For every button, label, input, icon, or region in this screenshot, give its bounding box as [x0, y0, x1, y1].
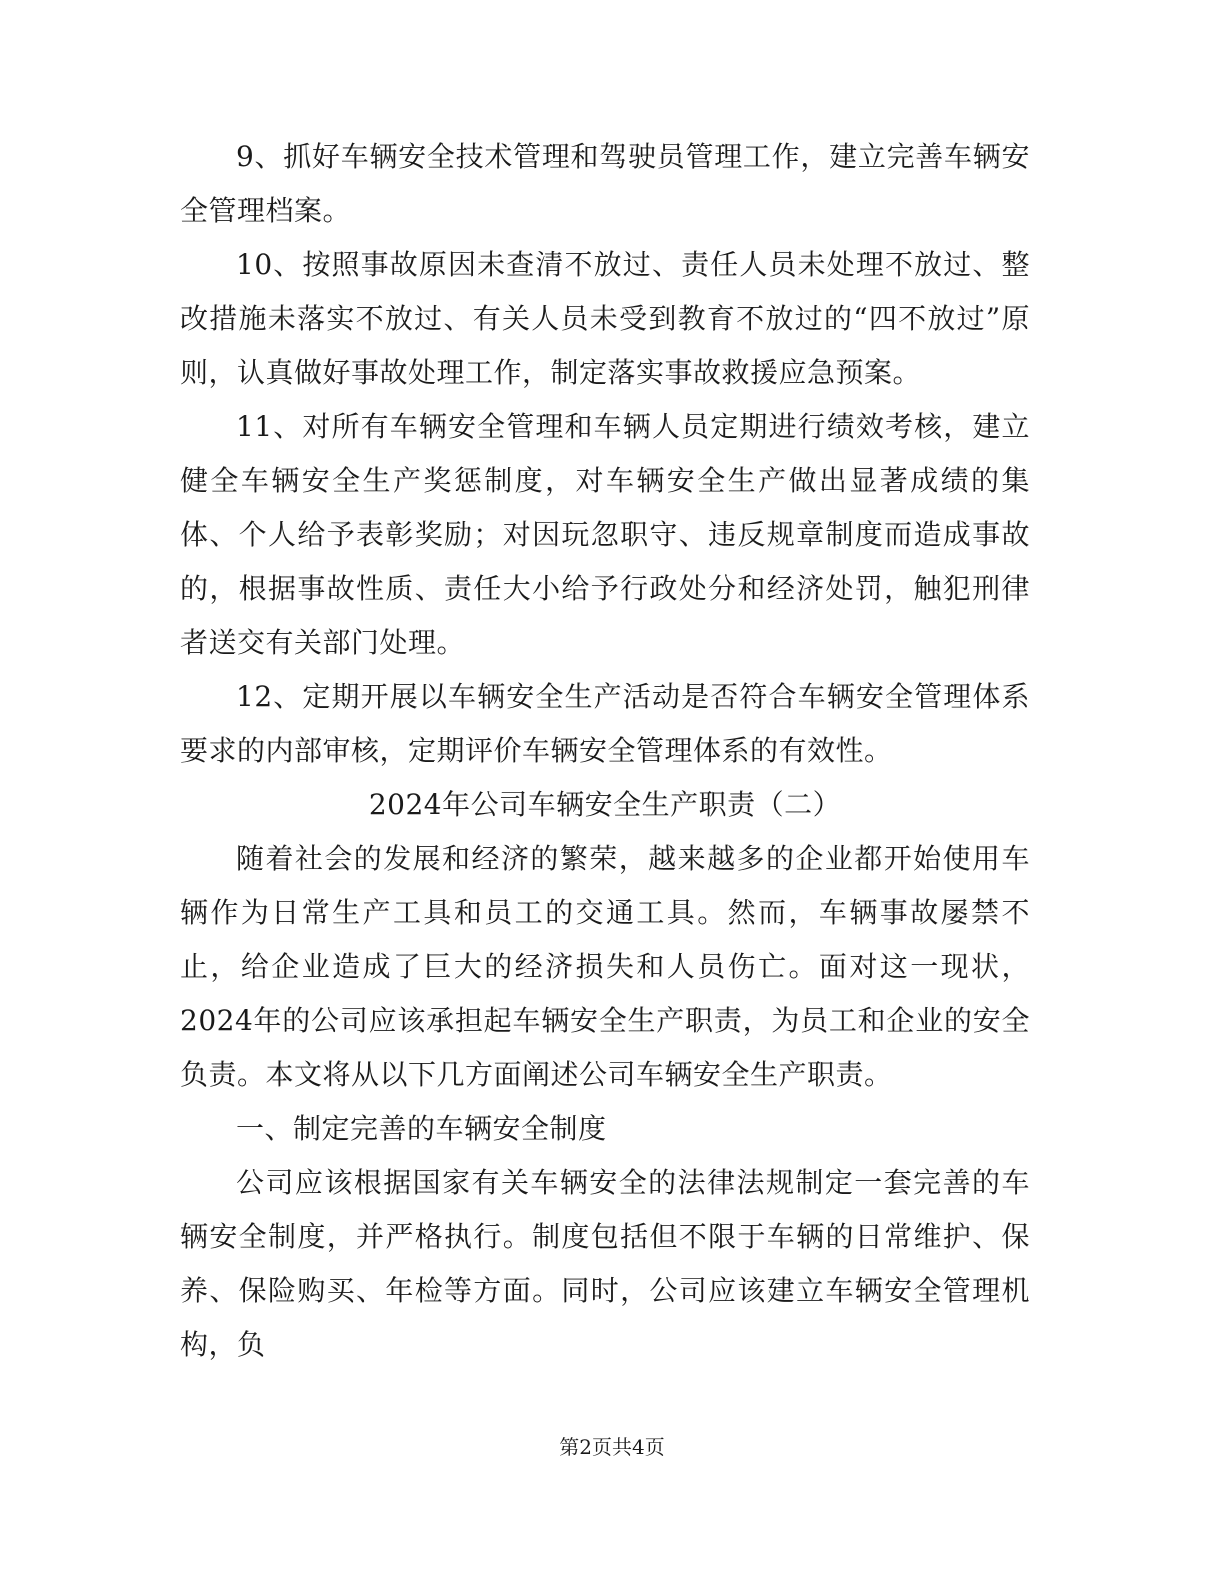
section-title: 2024年公司车辆安全生产职责（二）: [368, 788, 842, 821]
paragraph-item-9: 9、抓好车辆安全技术管理和驾驶员管理工作，建立完善车辆安全管理档案。: [180, 140, 1030, 227]
subheading-one: 一、制定完善的车辆安全制度: [236, 1112, 607, 1145]
document-body: [180, 130, 1030, 1372]
paragraph-item-11: 11、对所有车辆安全管理和车辆人员定期进行绩效考核，建立健全车辆安全生产奖惩制度，对车辆安全生产做出显著成绩的集体、个人给予表彰奖励；对因玩忽职守、违反规章制度而造成事故的，根据事故性质、责任大小给予行政处分和经济处罚，触犯刑律者送交有关部门处理。: [180, 410, 1030, 659]
paragraph-item-10: 10、按照事故原因未查清不放过、责任人员未处理不放过、整改措施未落实不放过、有关人员未受到教育不放过的“四不放过”原则，认真做好事故处理工作，制定落实事故救援应急预案。: [180, 248, 1030, 389]
intro-paragraph: 随着社会的发展和经济的繁荣，越来越多的企业都开始使用车辆作为日常生产工具和员工的交通工具。然而，车辆事故屡禁不止，给企业造成了巨大的经济损失和人员伤亡。面对这一现状，2024年的公司应该承担起车辆安全生产职责，为员工和企业的安全负责。本文将从以下几方面阐述公司车辆安全生产职责。: [180, 842, 1030, 1091]
paragraph-item-12: 12、定期开展以车辆安全生产活动是否符合车辆安全管理体系要求的内部审核，定期评价车辆安全管理体系的有效性。: [180, 680, 1030, 767]
page-number: 第2页共4页: [559, 1435, 665, 1459]
body-paragraph: 公司应该根据国家有关车辆安全的法律法规制定一套完善的车辆安全制度，并严格执行。制度包括但不限于车辆的日常维护、保养、保险购买、年检等方面。同时，公司应该建立车辆安全管理机构，负: [180, 1166, 1030, 1361]
